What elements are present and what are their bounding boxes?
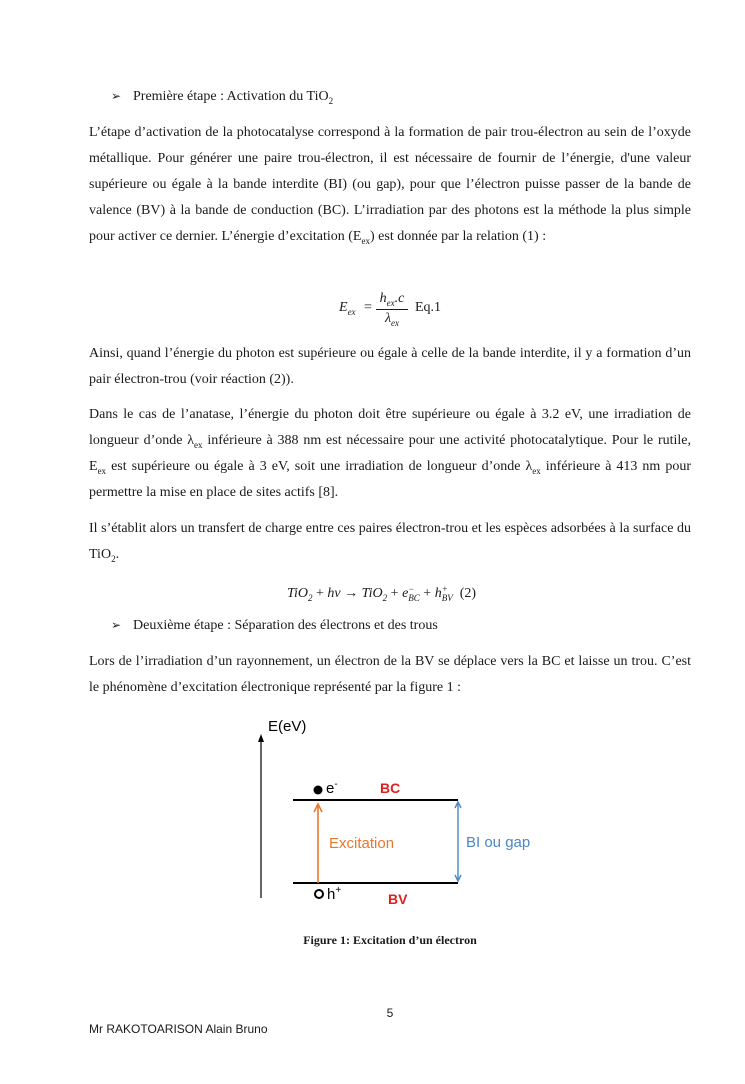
paragraph-photon: Ainsi, quand l’énergie du photon est supérieure ou égale à celle de la bande interdite, il y a formation d’un pair électron-trou (voir réaction (2)). [89, 346, 691, 387]
section1-heading: ➢ Première étape : Activation du TiO$_2$ [111, 89, 334, 106]
arrow-bullet-icon: ➢ [111, 89, 122, 103]
equation-2: TiO$_2$ + hν → TiO$_2$ + e − BC + h + BV (2) [287, 584, 477, 604]
equation-1-label: Eq.1 [415, 300, 442, 315]
equation-1-fraction: $h_{ex}.c$ $\lambda_{ex}$ [376, 291, 408, 328]
section2-heading: ➢ Deuxième étape : Séparation des électrons et des trous [111, 618, 438, 633]
hole-label: h+ [327, 885, 342, 903]
bv-label: BV [388, 891, 408, 907]
axis-label: E(eV) [268, 718, 307, 735]
paragraph-activation: L’étape d’activation de la photocatalyse correspond à la formation de pair trou-électron au sein de l’oxyde métallique. Pour générer une paire trou-électron, il est nécessaire de fournir de l’énergie, d'une valeur supérieure ou égale à la bande interdite (BI) (ou gap), pour que l’électron puisse passer de la bande de valence (BV) à la bande de conduction (BC). L’irradiation par des photons est la méthode la plus simple pour activer ce dernier. L’énergie d’excitation $(E_{ex})$ est donnée par la relation (1) : [89, 125, 691, 246]
arrow-bullet-icon: ➢ [111, 618, 122, 632]
axis-arrowhead-icon [258, 734, 264, 742]
bc-label: BC [380, 780, 401, 796]
paragraph-excitation: Lors de l’irradiation d’un rayonnement, un électron de la BV se déplace vers la BC et laisse un trou. C’est le phénomène d’excitation électronique représenté par la figure 1 : [89, 654, 691, 695]
figure-caption: Figure 1: Excitation d’un électron [303, 933, 477, 947]
hole-circle [315, 890, 323, 898]
equation-1-equals: = [364, 300, 372, 315]
footer-author: Mr RAKOTOARISON Alain Bruno [89, 1022, 268, 1036]
excitation-label: Excitation [329, 835, 395, 852]
gap-label: BI ou gap [466, 834, 531, 851]
page-number: 5 [386, 1006, 394, 1020]
paragraph-anatase-rutile: Dans le cas de l’anatase, l’énergie du photon doit être supérieure ou égale à 3.2 eV, une irradiation de longueur d’onde $\lambda_{ex}$ inférieure à 388 nm est nécessaire pour une activité photocatalytique. Pour le rutile, $E_{ex}$ est supérieure ou égale à 3 eV, soit une irradiation de longueur d’onde $\lambda_{ex}$ inférieure à 413 nm pour permettre la mise en place de sites actifs [8]. [89, 407, 692, 500]
equation-1-lhs: $E_{ex}$ [339, 300, 356, 317]
electron-dot [314, 786, 323, 795]
paragraph-charge-transfer: Il s’établit alors un transfert de charge entre ces paires électron-trou et les espèces adsorbées à la surface du TiO$_2$. [89, 521, 691, 564]
electron-label: e- [326, 779, 338, 797]
